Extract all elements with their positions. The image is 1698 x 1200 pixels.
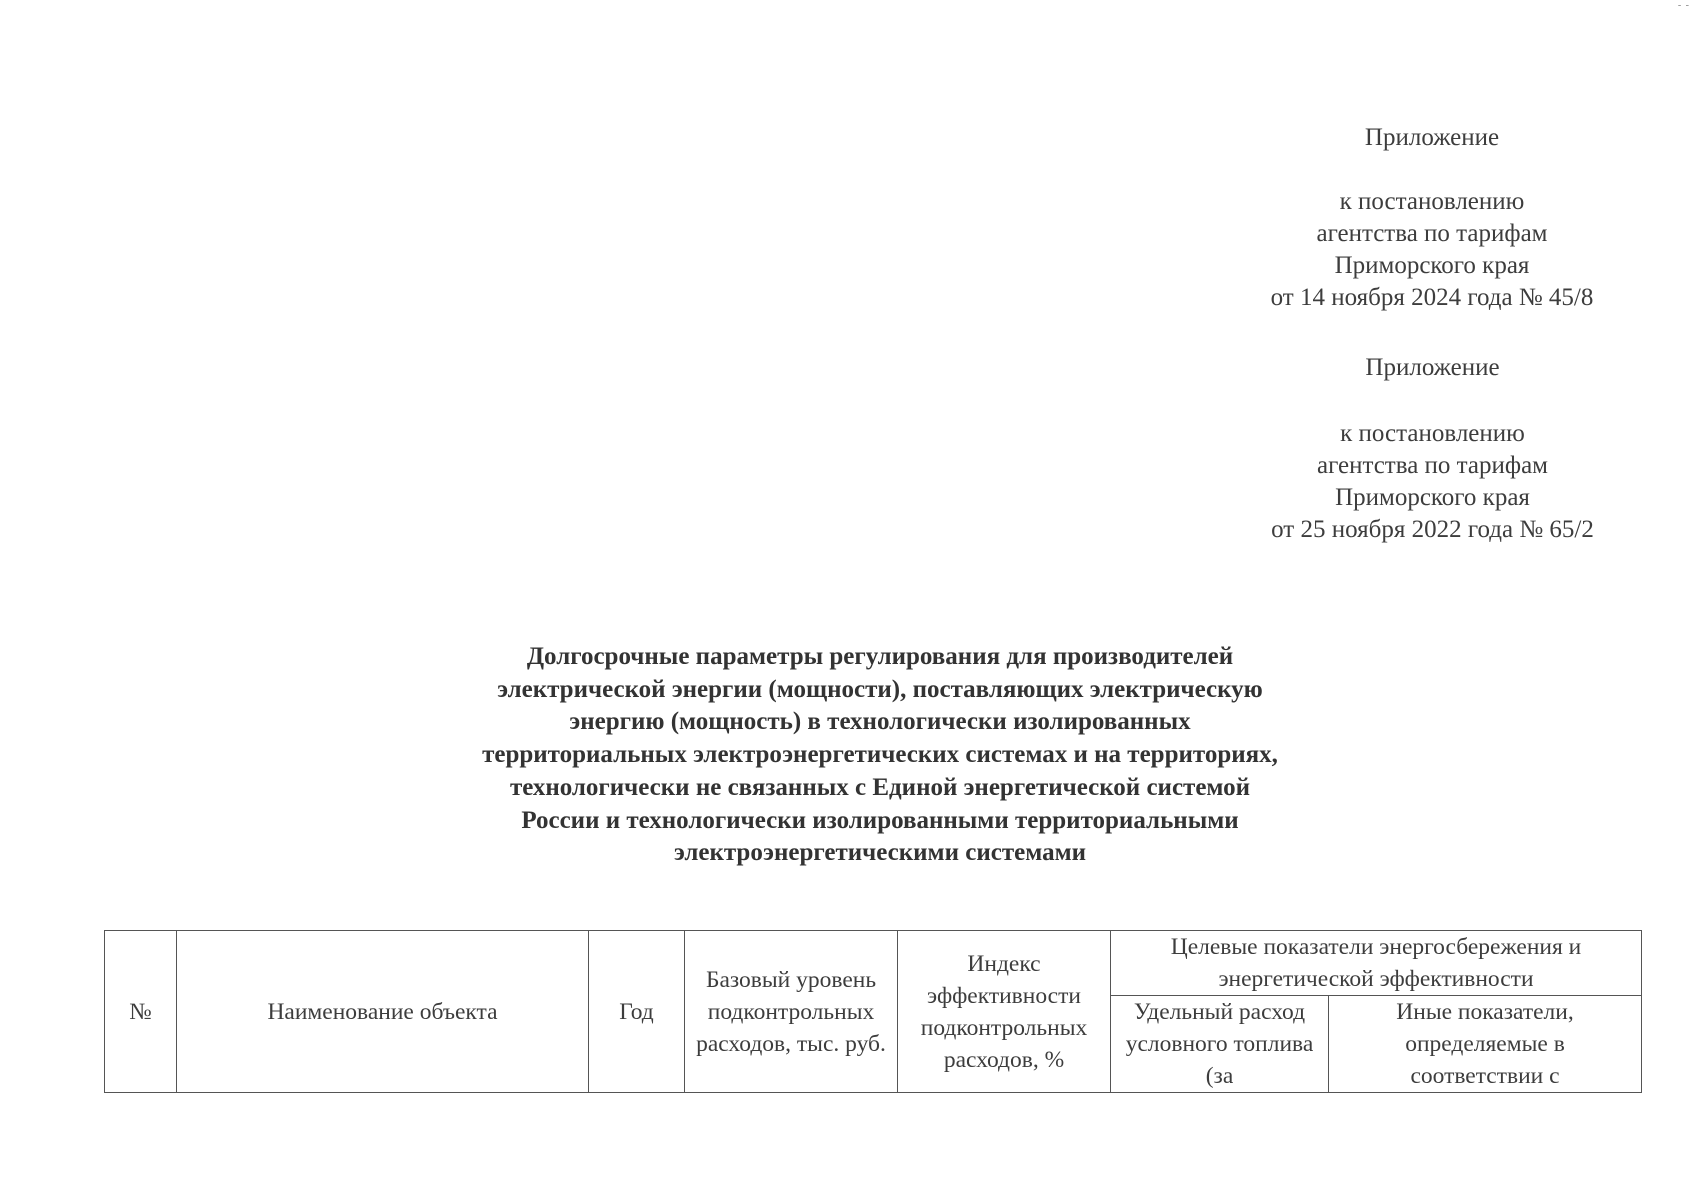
annex-heading: Приложение (1365, 354, 1500, 381)
annex-lines (1195, 418, 1670, 546)
header-fuel-consumption-text: Удельный расход условного топлива (за (1125, 999, 1314, 1089)
header-efficiency-index (898, 931, 1111, 1093)
annex-line: Приморского края (1334, 252, 1530, 279)
title-line: электроэнергетическими системами (673, 839, 1087, 867)
header-base-level-text: Базовый уровень подконтрольных расходов, тыс. руб. (696, 966, 886, 1057)
annex-line: от 25 ноября 2022 года № 65/2 (1271, 516, 1594, 543)
annex-line: агентства по тарифам (1316, 220, 1548, 247)
header-year: Год (589, 931, 685, 1093)
header-efficiency-index-text: Индекс эффективности подконтрольных расходов, % (920, 950, 1088, 1073)
annex-line: от 14 ноября 2024 года № 45/8 (1270, 284, 1594, 311)
parameters-table (104, 930, 1642, 1093)
annex-line: к постановлению (1339, 188, 1525, 215)
annex-block-2022 (1195, 352, 1670, 546)
annex-line: агентства по тарифам (1316, 452, 1549, 479)
title-line: территориальных электроэнергетических системах и на территориях, (482, 741, 1278, 769)
title-line: энергию (мощность) в технологически изолированных (569, 708, 1191, 736)
annex-line: к постановлению (1340, 420, 1525, 447)
annex-lines (1192, 186, 1672, 314)
header-other-indicators (1329, 996, 1642, 1093)
header-base-level (685, 931, 898, 1093)
header-fuel-consumption (1111, 996, 1329, 1093)
title-line: Долгосрочные параметры регулирования для производителей (526, 643, 1234, 670)
header-number: № (105, 931, 177, 1093)
title-line: электрической энергии (мощности), поставляющих электрическую (497, 675, 1263, 703)
corner-mark: - - (1677, 0, 1690, 11)
header-other-indicators-text: Иные показатели, определяемые в соответствии с (1396, 999, 1574, 1089)
title-line: технологически не связанных с Единой энергетической системой (509, 773, 1251, 801)
header-targets-group (1111, 931, 1642, 996)
header-object-name: Наименование объекта (177, 931, 589, 1093)
title-line: России и технологически изолированными территориальными (521, 806, 1239, 834)
annex-line: Приморского края (1335, 484, 1530, 511)
annex-block-2024 (1192, 122, 1672, 314)
header-targets-group-text: Целевые показатели энергосбережения и энергетической эффективности (1170, 934, 1582, 992)
document-title (380, 641, 1380, 870)
annex-heading: Приложение (1364, 124, 1500, 151)
parameters-table-wrap (104, 930, 1642, 1093)
